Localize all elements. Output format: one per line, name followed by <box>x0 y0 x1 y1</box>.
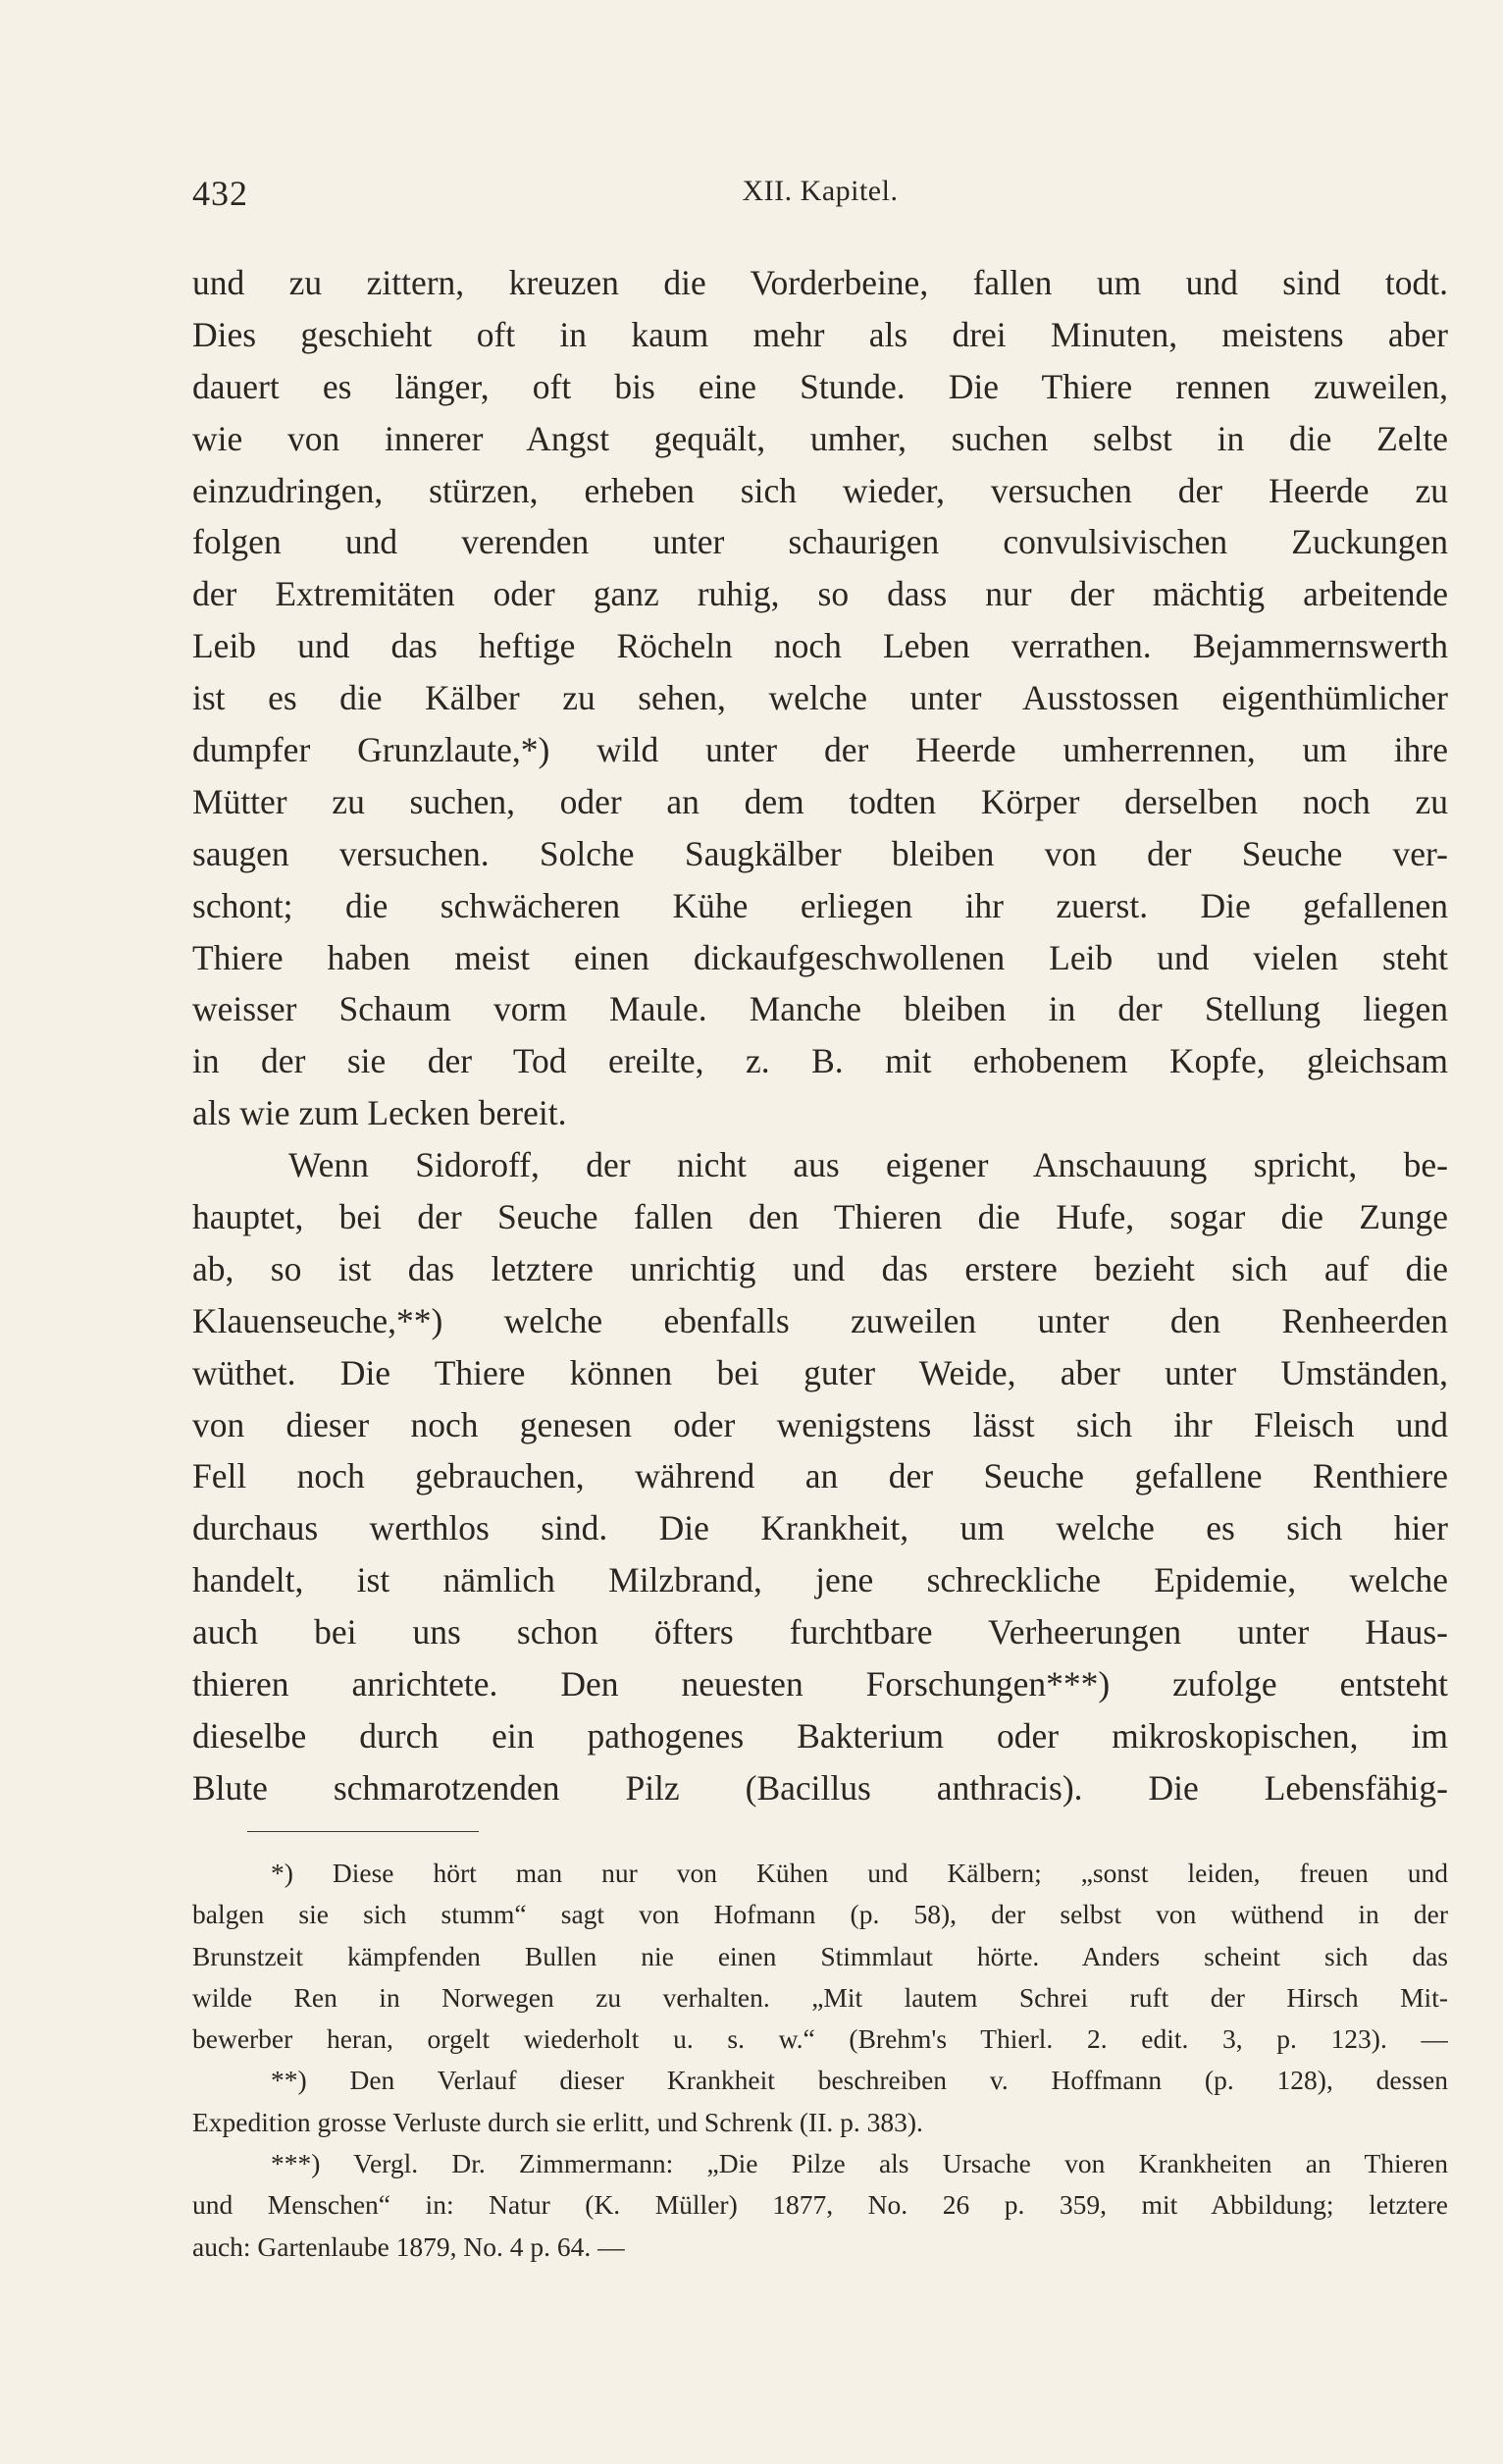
text-line: Klauenseuche,**) welche ebenfalls zuweilen unter den Renheerden <box>192 1300 1448 1340</box>
page-number: 432 <box>192 174 248 213</box>
text-line: dauert es länger, oft bis eine Stunde. Die Thiere rennen zuweilen, <box>192 366 1448 406</box>
text-line: der Extremitäten oder ganz ruhig, so dass nur der mächtig arbeitende <box>192 574 1448 614</box>
text-line: Blute schmarotzenden Pilz (Bacillus anthracis). Die Lebensfähig- <box>192 1767 1448 1808</box>
text-line: thieren anrichtete. Den neuesten Forschungen***) zufolge entsteht <box>192 1664 1448 1704</box>
text-line: wie von innerer Angst gequält, umher, suchen selbst in die Zelte <box>192 418 1448 458</box>
footnote-line: und Menschen“ in: Natur (K. Müller) 1877, No. 26 p. 359, mit Abbildung; letztere <box>192 2189 1448 2221</box>
text-line: dumpfer Grunzlaute,*) wild unter der Heerde umherrennen, um ihre <box>192 730 1448 770</box>
footnote-line: Brunstzeit kämpfenden Bullen nie einen Stimmlaut hörte. Anders scheint sich das <box>192 1940 1448 1971</box>
footnote-line: auch: Gartenlaube 1879, No. 4 p. 64. — <box>192 2230 625 2262</box>
text-line: weisser Schaum vorm Maule. Manche bleiben in der Stellung liegen <box>192 989 1448 1029</box>
text-line: Dies geschieht oft in kaum mehr als drei Minuten, meistens aber <box>192 314 1448 354</box>
footnote-line: ***) Vergl. Dr. Zimmermann: „Die Pilze als Ursache von Krankheiten an Thieren <box>271 2148 1448 2179</box>
text-line: folgen und verenden unter schaurigen convulsivischen Zuckungen <box>192 522 1448 562</box>
text-line: Leib und das heftige Röcheln noch Leben verrathen. Bejammernswerth <box>192 626 1448 666</box>
text-line: ist es die Kälber zu sehen, welche unter Ausstossen eigenthümlicher <box>192 678 1448 718</box>
text-line: durchaus werthlos sind. Die Krankheit, um welche es sich hier <box>192 1508 1448 1548</box>
page-header <box>192 173 1448 222</box>
footnote-line: **) Den Verlauf dieser Krankheit beschreiben v. Hoffmann (p. 128), dessen <box>271 2065 1448 2096</box>
body-text <box>192 257 1448 1814</box>
footnote-line: wilde Ren in Norwegen zu verhalten. „Mit lautem Schrei ruft der Hirsch Mit- <box>192 1981 1448 2013</box>
text-line: Mütter zu suchen, oder an dem todten Körper derselben noch zu <box>192 781 1448 821</box>
footnote-line: Expedition grosse Verluste durch sie erlitt, und Schrenk (II. p. 383). <box>192 2106 923 2137</box>
text-line: Thiere haben meist einen dickaufgeschwollenen Leib und vielen steht <box>192 937 1448 977</box>
footnote-divider <box>247 1831 479 1832</box>
text-line: hauptet, bei der Seuche fallen den Thieren die Hufe, sogar die Zunge <box>192 1197 1448 1237</box>
text-line: auch bei uns schon öfters furchtbare Verheerungen unter Haus- <box>192 1612 1448 1652</box>
footnote-line: bewerber heran, orgelt wiederholt u. s. w.“ (Brehm's Thierl. 2. edit. 3, p. 123). — <box>192 2023 1448 2055</box>
text-line: in der sie der Tod ereilte, z. B. mit erhobenem Kopfe, gleichsam <box>192 1041 1448 1081</box>
text-line: von dieser noch genesen oder wenigstens lässt sich ihr Fleisch und <box>192 1404 1448 1444</box>
text-line: und zu zittern, kreuzen die Vorderbeine, fallen um und sind todt. <box>192 263 1448 302</box>
text-line: handelt, ist nämlich Milzbrand, jene schreckliche Epidemie, welche <box>192 1560 1448 1600</box>
text-line: Wenn Sidoroff, der nicht aus eigener Anschauung spricht, be- <box>288 1145 1448 1185</box>
running-head: XII. Kapitel. <box>742 175 899 207</box>
footnote-line: balgen sie sich stumm“ sagt von Hofmann (p. 58), der selbst von wüthend in der <box>192 1899 1448 1930</box>
footnotes <box>192 1853 1448 2268</box>
text-line: wüthet. Die Thiere können bei guter Weide, aber unter Umständen, <box>192 1352 1448 1392</box>
footnote-line: *) Diese hört man nur von Kühen und Kälbern; „sonst leiden, freuen und <box>271 1858 1448 1888</box>
text-line: schont; die schwächeren Kühe erliegen ihr zuerst. Die gefallenen <box>192 885 1448 925</box>
text-line: einzudringen, stürzen, erheben sich wieder, versuchen der Heerde zu <box>192 470 1448 510</box>
text-line: saugen versuchen. Solche Saugkälber bleiben von der Seuche ver- <box>192 833 1448 873</box>
text-line: ab, so ist das letztere unrichtig und das erstere bezieht sich auf die <box>192 1248 1448 1288</box>
text-line: Fell noch gebrauchen, während an der Seuche gefallene Renthiere <box>192 1456 1448 1496</box>
text-line: als wie zum Lecken bereit. <box>192 1093 567 1133</box>
text-line: dieselbe durch ein pathogenes Bakterium oder mikroskopischen, im <box>192 1715 1448 1756</box>
